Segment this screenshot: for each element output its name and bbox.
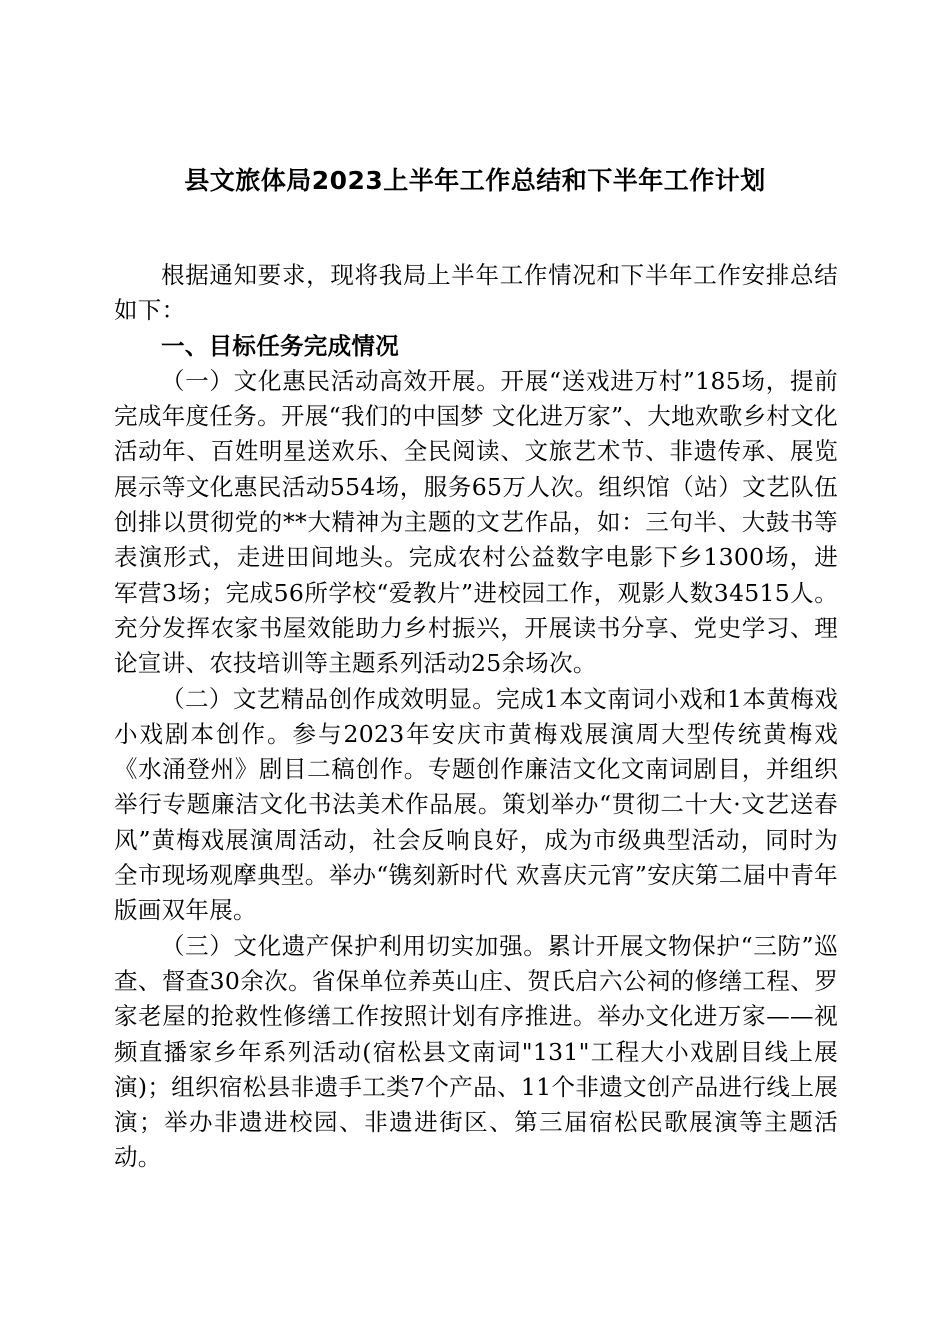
section-heading: 一、目标任务完成情况 [161,331,399,360]
paragraph-1: （一）文化惠民活动高效开展。开展“送戏进万村”185场，提前完成年度任务。开展“我们的中国梦 文化进万家”、大地欢歌乡村文化活动年、百姓明星送欢乐、全民阅读、文旅艺术节、非遗传承、展览展示等文化惠民活动554场，服务65万人次。组织馆（站）文艺队伍创排以贯彻党的**大精神为主题的文艺作品，如：三句半、大鼓书等表演形式，走进田间地头。完成农村公益数字电影下乡1300场，进军营3场；完成56所学校“爱教片”进校园工作，观影人数34515人。充分发挥农家书屋效能助力乡村振兴，开展读书分享、党史学习、理论宣讲、农技培训等主题系列活动25余场次。 [114,366,838,678]
paragraph-2: （二）文艺精品创作成效明显。完成1本文南词小戏和1本黄梅戏小戏剧本创作。参与2023年安庆市黄梅戏展演周大型传统黄梅戏《水涌登州》剧目二稿创作。专题创作廉洁文化文南词剧目，并组织举行专题廉洁文化书法美术作品展。策划举办“贯彻二十大·文艺送春风”黄梅戏展演周活动，社会反响良好，成为市级典型活动，同时为全市现场观摩典型。举办“镌刻新时代 欢喜庆元宵”安庆第二届中青年版画双年展。 [114,684,838,925]
document-body [114,258,838,1176]
intro-paragraph: 根据通知要求，现将我局上半年工作情况和下半年工作安排总结如下： [114,261,838,325]
paragraph-3: （三）文化遗产保护利用切实加强。累计开展文物保护“三防”巡查、督查30余次。省保单位养英山庄、贺氏启六公祠的修缮工程、罗家老屋的抢救性修缮工作按照计划有序推进。举办文化进万家——视频直播家乡年系列活动(宿松县文南词"131"工程大小戏剧目线上展演)；组织宿松县非遗手工类7个产品、11个非遗文创产品进行线上展演；举办非遗进校园、非遗进街区、第三届宿松民歌展演等主题活动。 [114,931,838,1172]
document-title: 县文旅体局2023上半年工作总结和下半年工作计划 [184,166,766,195]
